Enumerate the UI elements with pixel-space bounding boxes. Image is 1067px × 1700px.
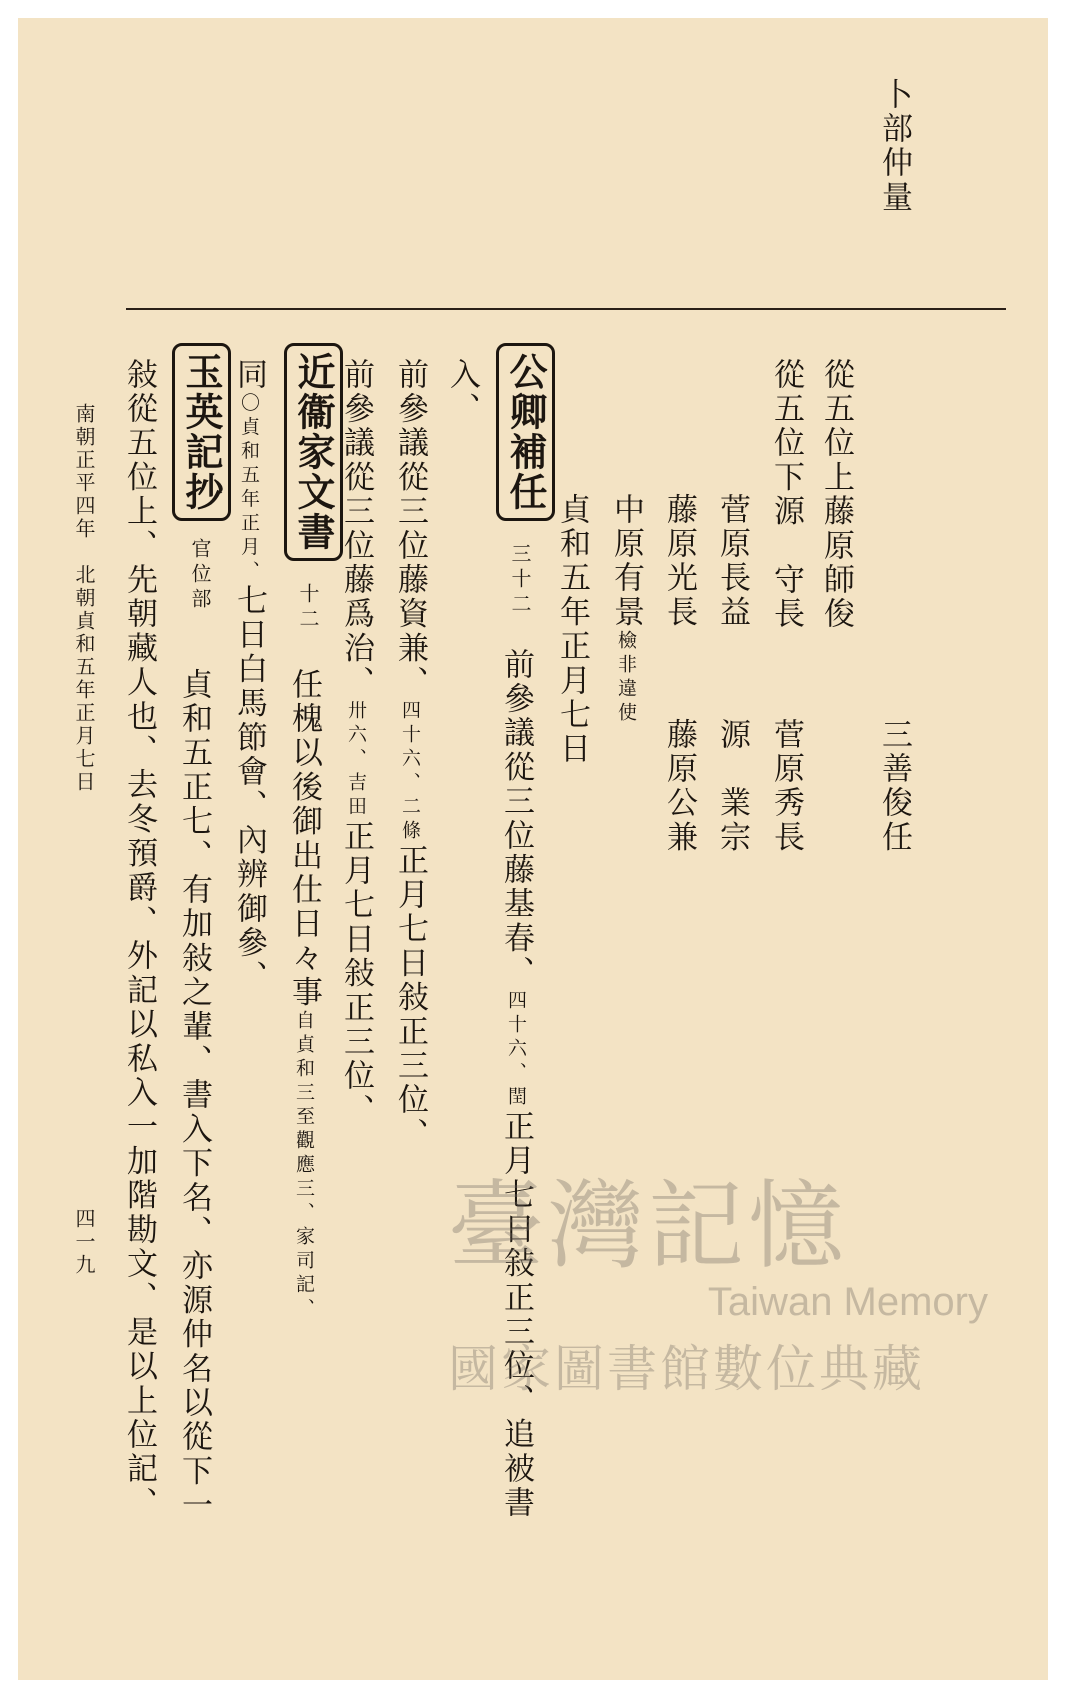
line-text: 敍從五位上、先朝藏人也、去冬預爵、外記以私入一加階勘文、是以上位記、 bbox=[121, 358, 157, 1521]
heading-text: 公卿補任 bbox=[496, 343, 555, 521]
heading-konoe-monjo bbox=[282, 343, 344, 561]
text-column-5b bbox=[661, 718, 697, 855]
line-text: 入、 bbox=[444, 358, 480, 427]
line-text: 從五位上藤原師俊 bbox=[818, 358, 854, 632]
book-page bbox=[18, 18, 1048, 1680]
annotation-note: 〇貞和五年正月、 bbox=[238, 392, 260, 585]
heading-text: 玉英記抄 bbox=[172, 343, 231, 521]
annotation-note: 檢非違使 bbox=[615, 629, 637, 726]
text-column-s2-2 bbox=[231, 358, 267, 995]
annotation-note: 四十六、閏 bbox=[505, 990, 527, 1110]
text-column-3b bbox=[768, 718, 804, 855]
line-text: 貞和五正七、有加敍之輩、書入下名、亦源仲名以從下一 bbox=[176, 668, 212, 1523]
heading-gyokuei-kisho bbox=[170, 343, 232, 521]
text-column-1b bbox=[876, 718, 912, 855]
text-column-5 bbox=[661, 493, 697, 630]
line-text: 前參議從三位藤基春、 bbox=[498, 648, 534, 990]
page-number-text: 四一九 bbox=[72, 1208, 96, 1277]
watermark-english: Taiwan Memory bbox=[707, 1280, 988, 1324]
date-line: 貞和五年正月七日 bbox=[554, 493, 590, 767]
line-text: 從五位下源 守長 bbox=[768, 358, 804, 632]
volume-note: 十二 bbox=[296, 583, 320, 633]
heading-text: 近衞家文書 bbox=[284, 343, 343, 561]
line-text: 藤原光長 bbox=[661, 493, 697, 630]
line-text: 菅原長益 bbox=[714, 493, 750, 630]
text-column-4 bbox=[714, 493, 750, 630]
line-text: 前參議從三位藤爲治、 bbox=[338, 358, 374, 700]
volume-note: 官位部 bbox=[188, 538, 212, 613]
line-text: 中原有景 bbox=[608, 493, 644, 630]
running-head bbox=[74, 403, 94, 794]
annotation-note: 卅六、吉田 bbox=[345, 700, 367, 820]
text-column-1 bbox=[876, 78, 912, 215]
text-column-s1-3 bbox=[392, 358, 428, 1152]
text-column-s1-2 bbox=[444, 358, 480, 427]
text-column-6 bbox=[608, 493, 644, 726]
volume-note: 三十二 bbox=[508, 543, 532, 618]
text-column-4b bbox=[714, 718, 750, 855]
line-text: 任槐以後御出仕日々事 bbox=[286, 668, 322, 1010]
annotation-note: 自貞和三至觀應三、家司記、 bbox=[293, 1010, 315, 1322]
text-column-3 bbox=[768, 358, 804, 632]
heading-note bbox=[510, 543, 530, 618]
text-column-7 bbox=[554, 493, 590, 767]
text-column-s3-2 bbox=[121, 358, 157, 1521]
text-column-s2-1 bbox=[286, 668, 322, 1322]
text-column-s3-1 bbox=[176, 668, 212, 1523]
text-column-2 bbox=[818, 358, 854, 632]
line-text: 七日白馬節會、內辨御參、 bbox=[231, 584, 267, 995]
watermark-logo-text: 臺灣記憶 bbox=[448, 1170, 848, 1282]
line-text: 正月七日敍正三位、 bbox=[338, 820, 374, 1128]
heading-note bbox=[190, 538, 210, 613]
section-divider-line bbox=[126, 308, 1006, 310]
annotation-note: 四十六、二條 bbox=[399, 700, 421, 844]
page-number bbox=[74, 1208, 94, 1277]
text-column-s1-1 bbox=[498, 648, 534, 1521]
text-column-s1-4 bbox=[338, 358, 374, 1128]
line-text: 前參議從三位藤資兼、 bbox=[392, 358, 428, 700]
name-miyoshi: 三善俊任 bbox=[876, 718, 912, 855]
watermark-subtitle: 國家圖書館數位典藏 bbox=[448, 1341, 925, 1397]
name-urabe: 卜部仲量 bbox=[876, 78, 912, 215]
heading-note bbox=[298, 583, 318, 633]
line-text: 正月七日敍正三位、 bbox=[392, 844, 428, 1152]
line-text: 藤原公兼 bbox=[661, 718, 697, 855]
running-head-text: 南朝正平四年 北朝貞和五年正月七日 bbox=[72, 403, 96, 794]
line-text: 同 bbox=[231, 358, 267, 393]
line-text: 源 業宗 bbox=[714, 718, 750, 855]
heading-kugyo-bunin bbox=[494, 343, 556, 521]
line-text: 菅原秀長 bbox=[768, 718, 804, 855]
line-text: 正月七日敍正三位、追被書 bbox=[498, 1110, 534, 1521]
